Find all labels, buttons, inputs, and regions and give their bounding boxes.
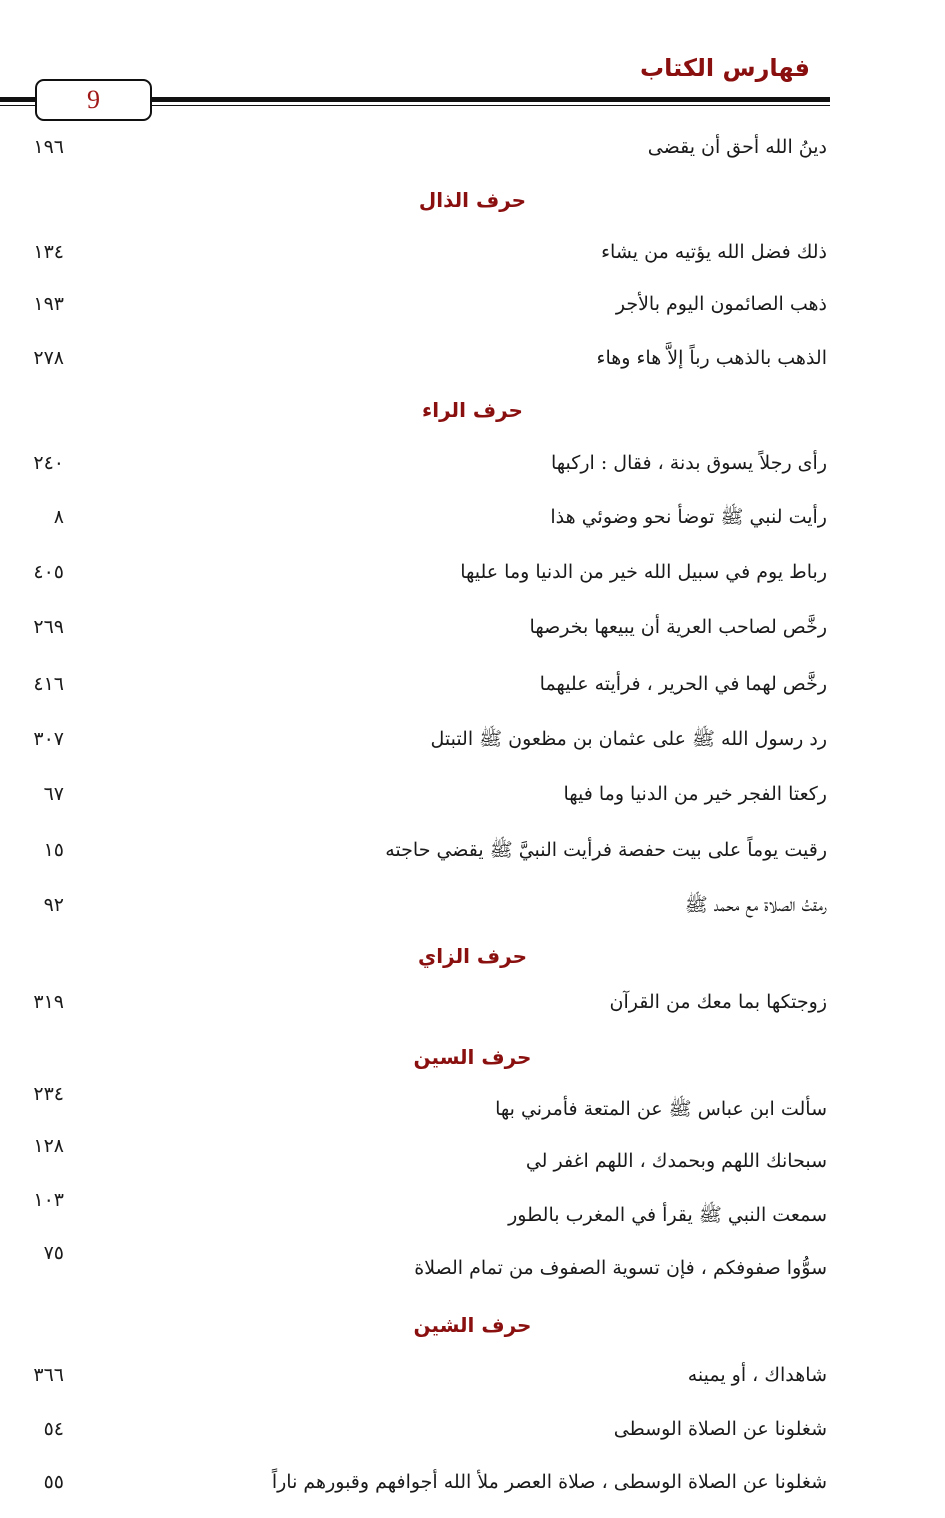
entry-text: رخَّص لصاحب العرية أن يبيعها بخرصها: [529, 616, 827, 638]
index-entry: [0, 664, 945, 704]
index-entry: [0, 885, 945, 925]
index-entry: [0, 127, 945, 167]
section-heading-label: حرف الزاي: [417, 944, 528, 968]
section-heading: [0, 1037, 945, 1077]
entry-page-number: ٢٣٤: [33, 1083, 64, 1105]
index-entry: [0, 982, 945, 1022]
section-heading-label: حرف الراء: [422, 398, 523, 422]
entry-text: شغلونا عن الصلاة الوسطى: [613, 1418, 827, 1440]
entry-page-number: ٢٤٠: [33, 452, 64, 474]
index-entry: [0, 1242, 945, 1282]
index-entry: [0, 1462, 945, 1502]
entry-page-number: ١٠٣: [33, 1189, 64, 1211]
entry-text: ذهب الصائمون اليوم بالأجر: [615, 293, 827, 315]
index-entry: [0, 1135, 945, 1175]
entry-page-number: ٥٤: [43, 1418, 64, 1440]
section-heading: [0, 936, 945, 976]
entry-text: رمقتُ الصلاة مع محمد ﷺ: [684, 894, 827, 916]
entry-page-number: ٣٦٦: [33, 1364, 64, 1386]
section-heading-label: حرف الذال: [418, 188, 527, 212]
index-entry: [0, 1083, 945, 1123]
entry-text: سوُّوا صفوفكم ، فإن تسوية الصفوف من تمام الصلاة: [414, 1257, 827, 1279]
index-entry: [0, 607, 945, 647]
entry-text: سبحانك اللهم وبحمدك ، اللهم اغفر لي: [525, 1150, 827, 1172]
entry-text: سمعت النبي ﷺ يقرأ في المغرب بالطور: [508, 1204, 827, 1226]
index-entry: [0, 497, 945, 537]
entry-page-number: ٦٧: [43, 783, 64, 805]
entry-page-number: ٧٥: [43, 1242, 64, 1264]
entry-page-number: ٥٥: [43, 1471, 64, 1493]
entry-page-number: ٨: [53, 506, 64, 528]
entry-text: الذهب بالذهب رباً إلاَّ هاء وهاء: [596, 347, 827, 369]
section-heading-label: حرف الشين: [413, 1313, 532, 1337]
section-heading: [0, 1305, 945, 1345]
entry-page-number: ٩٢: [43, 894, 64, 916]
entry-page-number: ١٢٨: [33, 1135, 64, 1157]
entry-text: رباط يوم في سبيل الله خير من الدنيا وما عليها: [460, 561, 827, 583]
section-heading-label: حرف السين: [413, 1045, 532, 1069]
index-entry: [0, 338, 945, 378]
section-heading: [0, 390, 945, 430]
index-entry: [0, 719, 945, 759]
entry-text: شاهداك ، أو يمينه: [687, 1364, 827, 1386]
page-title: فهارس الكتاب: [640, 54, 810, 82]
section-heading: [0, 180, 945, 220]
entry-page-number: ١٩٣: [33, 293, 64, 315]
entry-page-number: ٢٧٨: [33, 347, 64, 369]
entry-text: سألت ابن عباس ﷺ عن المتعة فأمرني بها: [495, 1098, 827, 1120]
index-entry: [0, 1355, 945, 1395]
entry-page-number: ٤١٦: [33, 673, 64, 695]
entry-text: شغلونا عن الصلاة الوسطى ، صلاة العصر ملأ الله أجوافهم وقبورهم ناراً: [271, 1471, 827, 1493]
entry-text: ركعتا الفجر خير من الدنيا وما فيها: [563, 783, 827, 805]
entry-page-number: ١٥: [43, 839, 64, 861]
entry-text: ذلك فضل الله يؤتيه من يشاء: [601, 241, 827, 263]
page-number-box: 9: [35, 79, 152, 121]
index-entry: [0, 552, 945, 592]
index-entry: [0, 443, 945, 483]
entry-text: دينُ الله أحق أن يقضى: [647, 136, 827, 158]
entry-text: رأيت لنبي ﷺ توضأ نحو وضوئي هذا: [550, 506, 827, 528]
index-entry: [0, 1189, 945, 1229]
index-entry: [0, 232, 945, 272]
entry-page-number: ٢٦٩: [33, 616, 64, 638]
entry-page-number: ١٣٤: [33, 241, 64, 263]
index-entry: [0, 1409, 945, 1449]
entry-page-number: ٣٠٧: [33, 728, 64, 750]
entry-text: رأى رجلاً يسوق بدنة ، فقال : اركبها: [551, 452, 827, 474]
index-entry: [0, 830, 945, 870]
entry-text: زوجتكها بما معك من القرآن: [609, 991, 827, 1013]
entry-text: رخَّص لهما في الحرير ، فرأيته عليهما: [539, 673, 827, 695]
entry-text: رقيت يوماً على بيت حفصة فرأيت النبيَّ ﷺ يقضي حاجته: [385, 839, 827, 861]
entry-page-number: ١٩٦: [33, 136, 64, 158]
entry-page-number: ٤٠٥: [33, 561, 64, 583]
index-entry: [0, 774, 945, 814]
entry-text: رد رسول الله ﷺ على عثمان بن مظعون ﷺ التبتل: [430, 728, 827, 750]
index-entry: [0, 284, 945, 324]
entry-page-number: ٣١٩: [33, 991, 64, 1013]
